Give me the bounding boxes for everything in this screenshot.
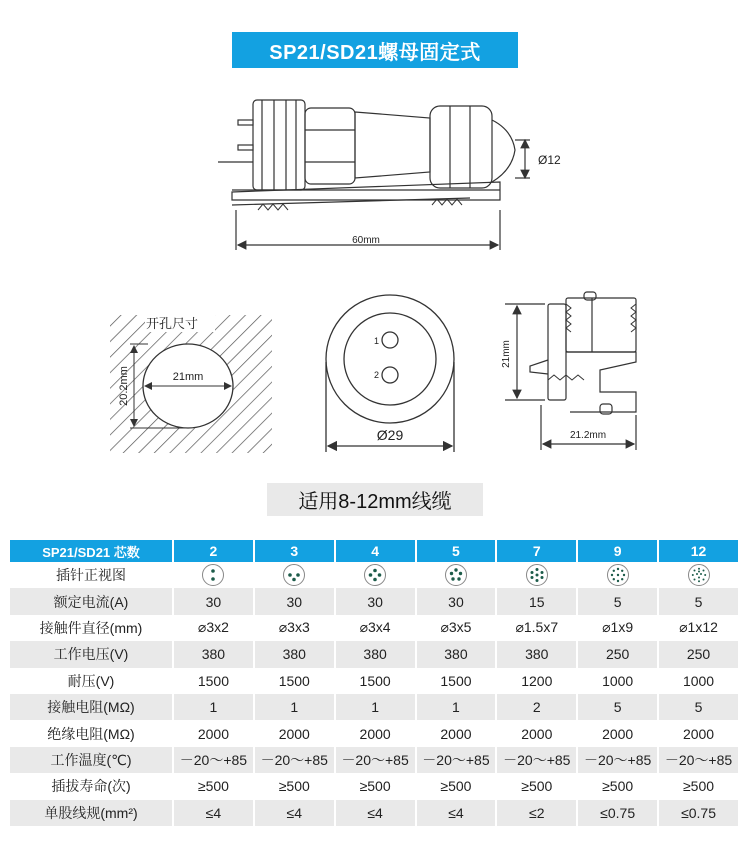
- table-cell: 2000: [254, 720, 335, 746]
- pin-view-2: [173, 562, 254, 588]
- pin-view-7: [496, 562, 577, 588]
- row-label: 插针正视图: [10, 562, 173, 588]
- table-row: [10, 694, 739, 720]
- pin-view-5: [416, 562, 497, 588]
- cutout-title: 开孔尺寸: [146, 316, 199, 331]
- table-row: [10, 641, 739, 667]
- pin-view-3: [254, 562, 335, 588]
- table-cell: ≤4: [335, 800, 416, 826]
- row-label: 单股线规(mm²): [10, 800, 173, 826]
- panel-height-label: 21mm: [501, 340, 512, 368]
- table-row: [10, 800, 739, 826]
- table-cell: ≥500: [416, 773, 497, 799]
- table-cell: 5: [658, 588, 739, 614]
- header-core-7: 7: [496, 540, 577, 562]
- table-cell: ≤0.75: [577, 800, 658, 826]
- header-core-3: 3: [254, 540, 335, 562]
- table-cell: 2000: [658, 720, 739, 746]
- table-cell: 30: [416, 588, 497, 614]
- table-cell: ⌀1x9: [577, 615, 658, 641]
- table-cell: －20～+85: [496, 747, 577, 773]
- table-cell: 250: [577, 641, 658, 667]
- table-cell: 1: [335, 694, 416, 720]
- table-header-row: [10, 540, 739, 562]
- table-cell: ⌀3x3: [254, 615, 335, 641]
- table-row: [10, 747, 739, 773]
- panel-depth-label: 21.2mm: [569, 430, 607, 441]
- table-cell: －20～+85: [173, 747, 254, 773]
- table-cell: ≥500: [658, 773, 739, 799]
- table-cell: 30: [254, 588, 335, 614]
- cutout-width-label: 21mm: [172, 371, 204, 383]
- table-cell: ⌀3x5: [416, 615, 497, 641]
- pin-layout-icon: [606, 563, 630, 587]
- table-cell: 30: [173, 588, 254, 614]
- table-cell: ≥500: [335, 773, 416, 799]
- spec-table: [10, 540, 740, 826]
- table-cell: 30: [335, 588, 416, 614]
- table-row: [10, 720, 739, 746]
- pin-layout-icon: [201, 563, 225, 587]
- table-cell: ≥500: [577, 773, 658, 799]
- row-label: 接触电阻(MΩ): [10, 694, 173, 720]
- pin-view-4: [335, 562, 416, 588]
- table-cell: ⌀1.5x7: [496, 615, 577, 641]
- pin-view-9: [577, 562, 658, 588]
- table-cell: 2000: [173, 720, 254, 746]
- pin-layout-icon: [444, 563, 468, 587]
- face-diameter-label: Ø29: [376, 427, 404, 443]
- row-label: 接触件直径(mm): [10, 615, 173, 641]
- row-label: 工作电压(V): [10, 641, 173, 667]
- table-cell: 1000: [577, 668, 658, 694]
- table-cell: ≤4: [173, 800, 254, 826]
- table-cell: 2: [496, 694, 577, 720]
- table-cell: 250: [658, 641, 739, 667]
- table-cell: 1200: [496, 668, 577, 694]
- row-label: 绝缘电阻(MΩ): [10, 720, 173, 746]
- header-core-2: 2: [173, 540, 254, 562]
- table-cell: ≤2: [496, 800, 577, 826]
- table-cell: 1500: [173, 668, 254, 694]
- header-label: SP21/SD21 芯数: [10, 540, 173, 562]
- cutout-view: [110, 314, 272, 453]
- table-cell: 15: [496, 588, 577, 614]
- header-core-9: 9: [577, 540, 658, 562]
- table-cell: 1500: [335, 668, 416, 694]
- table-cell: －20～+85: [254, 747, 335, 773]
- table-cell: 380: [335, 641, 416, 667]
- pin-view-row: [10, 562, 739, 588]
- table-cell: －20～+85: [577, 747, 658, 773]
- table-row: [10, 773, 739, 799]
- table-cell: ⌀1x12: [658, 615, 739, 641]
- row-label: 工作温度(℃): [10, 747, 173, 773]
- table-cell: 2000: [496, 720, 577, 746]
- table-cell: ≤4: [254, 800, 335, 826]
- table-cell: ≥500: [496, 773, 577, 799]
- side-length-label: 60mm: [352, 235, 380, 246]
- side-diameter-label: Ø12: [538, 153, 561, 167]
- table-cell: 5: [658, 694, 739, 720]
- table-cell: 380: [173, 641, 254, 667]
- pin-1-label: 1: [374, 336, 380, 346]
- table-cell: 5: [577, 588, 658, 614]
- table-cell: 1000: [658, 668, 739, 694]
- pin-layout-icon: [282, 563, 306, 587]
- table-cell: 380: [496, 641, 577, 667]
- table-cell: ≤4: [416, 800, 497, 826]
- cutout-height-label: 20.2mm: [118, 366, 130, 406]
- pin-view-12: [658, 562, 739, 588]
- table-cell: 5: [577, 694, 658, 720]
- row-label: 耐压(V): [10, 668, 173, 694]
- table-cell: 1: [173, 694, 254, 720]
- table-cell: ≥500: [254, 773, 335, 799]
- pin-layout-icon: [363, 563, 387, 587]
- table-cell: 1: [254, 694, 335, 720]
- pin-layout-icon: [525, 563, 549, 587]
- table-row: [10, 668, 739, 694]
- table-cell: 380: [254, 641, 335, 667]
- row-label: 插拔寿命(次): [10, 773, 173, 799]
- table-cell: 1500: [254, 668, 335, 694]
- table-cell: －20～+85: [416, 747, 497, 773]
- table-cell: ≥500: [173, 773, 254, 799]
- table-cell: 2000: [577, 720, 658, 746]
- subtitle: 适用8-12mm线缆: [298, 491, 452, 513]
- row-label: 额定电流(A): [10, 588, 173, 614]
- table-cell: 2000: [416, 720, 497, 746]
- header-core-5: 5: [416, 540, 497, 562]
- table-cell: 1: [416, 694, 497, 720]
- table-cell: －20～+85: [658, 747, 739, 773]
- page-title: SP21/SD21螺母固定式: [269, 41, 481, 64]
- table-cell: 1500: [416, 668, 497, 694]
- table-cell: －20～+85: [335, 747, 416, 773]
- panel-side-view: [505, 292, 636, 450]
- table-cell: ≤0.75: [658, 800, 739, 826]
- table-cell: ⌀3x2: [173, 615, 254, 641]
- table-cell: 2000: [335, 720, 416, 746]
- table-cell: ⌀3x4: [335, 615, 416, 641]
- table-row: [10, 588, 739, 614]
- header-core-12: 12: [658, 540, 739, 562]
- cable-range-banner: [267, 483, 483, 516]
- table-cell: 380: [416, 641, 497, 667]
- table-row: [10, 615, 739, 641]
- header-core-4: 4: [335, 540, 416, 562]
- pin-2-label: 2: [374, 370, 380, 380]
- pin-layout-icon: [687, 563, 711, 587]
- side-view: [218, 100, 530, 250]
